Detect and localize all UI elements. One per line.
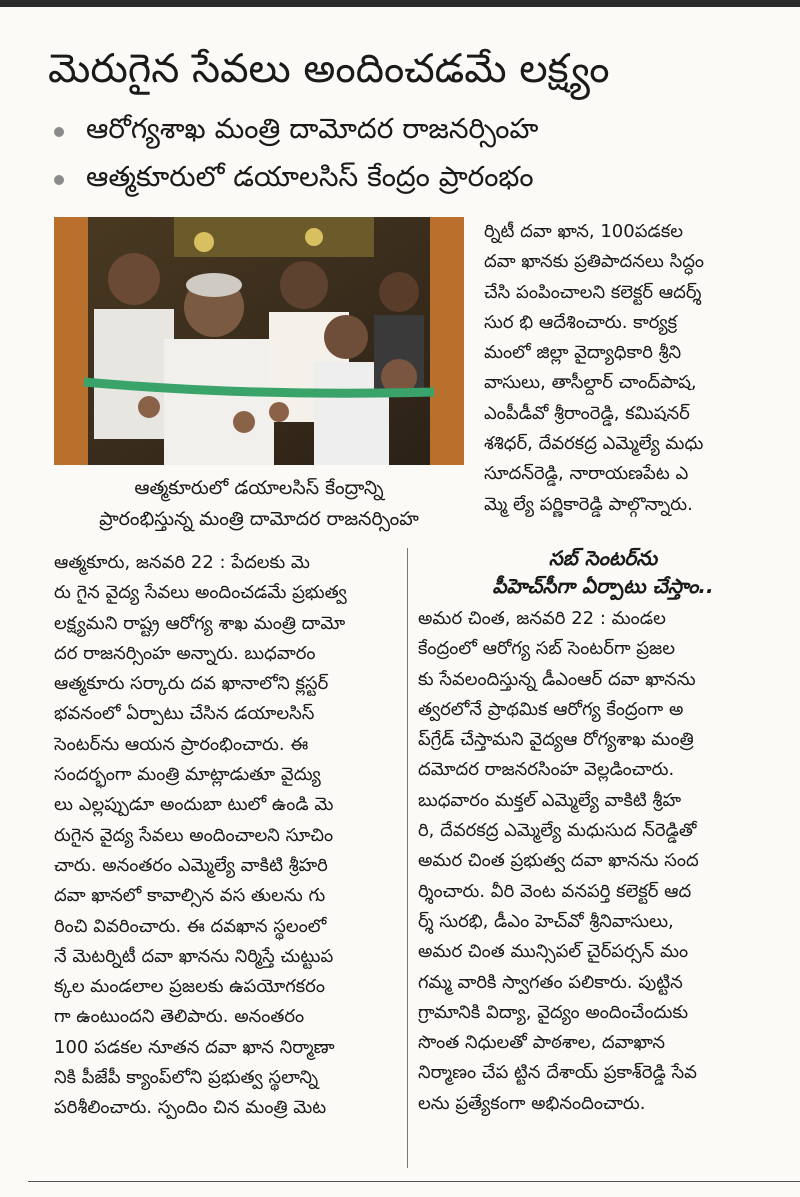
bullet-dot-icon	[54, 175, 64, 185]
bullet-item	[54, 108, 774, 156]
left-column-text	[54, 548, 397, 1124]
text-line: దవా ఖానకు ప్రతిపాదనలు సిద్ధం	[484, 251, 705, 273]
text-line: లను ప్రత్యేకంగా అభినందించారు.	[418, 1092, 646, 1114]
caption-line: ఆత్మకూరులో డయాలసిస్ కేంద్రాన్ని	[134, 477, 384, 499]
bullet-dot-icon	[54, 127, 64, 137]
news-photo	[54, 217, 464, 465]
text-line: 100 పడకల నూతన దవా ఖాన నిర్మాణా	[54, 1036, 335, 1058]
text-line: క్కల మండలాల ప్రజలకు ఉపయోగకరం	[54, 976, 325, 998]
bottom-rule	[28, 1181, 800, 1182]
subheading	[418, 544, 788, 600]
text-line: త్వరలోనే ప్రాథమిక ఆరోగ్య కేంద్రంగా అ	[418, 698, 684, 720]
text-line: ప్‌గ్రేడ్ చేస్తామని వైద్యఆ రోగ్యశాఖ మంత్రి	[418, 729, 694, 751]
caption-line: ప్రారంభిస్తున్న మంత్రి దామోదర రాజనర్సింహ	[99, 508, 419, 530]
text-line: చారు. అనంతరం ఎమ్మెల్యే వాకిటి శ్రీహరి	[54, 854, 328, 876]
text-line: అమర చింత, జనవరి 22 : మండల	[418, 608, 666, 629]
text-line: సూదన్‌రెడ్డి, నారాయణపేట ఎ	[484, 463, 689, 485]
text-line: దమోదర రాజనరసింహ వెల్లడించారు.	[418, 759, 675, 781]
top-rule	[0, 0, 800, 7]
text-line: సుర భి ఆదేశించారు. కార్యక్ర	[484, 311, 678, 333]
text-line: నికి పీజేపీ క్యాంప్‌లోని ప్రభుత్వ స్థలాన్ని	[54, 1067, 319, 1089]
text-line: వాసులు, తాసీల్దార్ చాంద్‌పాష,	[484, 372, 697, 394]
text-line: రుగైన వైద్య సేవలు అందించాలని సూచిం	[54, 824, 334, 846]
text-line: సొంత నిధులతో పాఠశాల, దవాఖాన	[418, 1032, 665, 1054]
highlight-bullets	[54, 108, 774, 204]
text-line: ర్శించారు. వీరి వెంట వనపర్తి కలెక్టర్ ఆద	[418, 880, 692, 902]
right-column-bottom-text	[418, 604, 788, 1119]
column-divider	[407, 548, 408, 1168]
right-column-top-text	[484, 217, 784, 520]
text-line: శశిధర్, దేవరకద్ర ఎమ్మెల్యే మధు	[484, 433, 704, 455]
photo-caption	[54, 473, 464, 535]
subheading-line: పీహెచ్‌సీగా ఏర్పాటు చేస్తాం..	[492, 574, 714, 598]
text-line: అమర చింత మున్సిపల్ చైర్‌పర్సన్ మం	[418, 941, 689, 963]
text-line: లక్ష్యమని రాష్ట్ర ఆరోగ్య శాఖ మంత్రి దామో	[54, 612, 346, 634]
text-line: నిర్మాణం చేప ట్టిన దేశాయ్ ప్రకాశ్‌రెడ్డి సేవ	[418, 1062, 697, 1084]
text-line: దర రాజనర్సింహ అన్నారు. బుధవారం	[54, 642, 316, 664]
text-line: రించి వివరించారు. ఈ దవఖాన స్థలంలో	[54, 915, 327, 937]
text-line: కు సేవలందిస్తున్న డీఎంఆర్ దవా ఖానను	[418, 668, 696, 690]
text-line: లు ఎల్లప్పుడూ అందుబా టులో ఉండి మె	[54, 794, 334, 816]
text-line: ఆత్మకూరు సర్కారు దవ ఖానాలోని క్లస్టర్	[54, 673, 329, 695]
bullet-item	[54, 156, 774, 204]
text-line: ఆత్మకూరు, జనవరి 22 : పేదలకు మె	[54, 552, 310, 573]
text-line: సెంటర్‌ను ఆయన ప్రారంభించారు. ఈ	[54, 733, 309, 755]
text-line: గ్రామానికి విద్యా, వైద్యం అందించేందుకు	[418, 1001, 689, 1023]
text-line: దవా ఖానలో కావాల్సిన వస తులను గు	[54, 885, 326, 907]
text-line: కేంద్రంలో ఆరోగ్య సబ్ సెంటర్‌గా ప్రజల	[418, 638, 675, 660]
text-line: అమర చింత ప్రభుత్వ దవా ఖానను సంద	[418, 850, 699, 872]
text-line: ర్నిటీ దవా ఖాన, 100పడకల	[484, 221, 683, 242]
text-line: ఎంపీడీవో శ్రీరాంరెడ్డి, కమిషనర్	[484, 402, 690, 424]
subheading-line: సబ్ సెంటర్‌ను	[548, 546, 658, 570]
text-line: నే మెటర్నిటీ దవా ఖానను నిర్మిస్తే చుట్టుప	[54, 945, 334, 967]
text-line: చేసి పంపించాలని కలెక్టర్ ఆదర్శ్	[484, 281, 702, 303]
text-line: గా ఉంటుందని తెలిపారు. అనంతరం	[54, 1006, 305, 1028]
text-line: సందర్భంగా మంత్రి మాట్లాడుతూ వైద్యు	[54, 764, 321, 786]
text-line: మ్మె ల్యే పర్ణికారెడ్డి పాల్గొన్నారు.	[484, 493, 693, 515]
text-line: బుధవారం మక్తల్ ఎమ్మెల్యే వాకిటి శ్రీహ	[418, 789, 682, 811]
text-line: రు గైన వైద్య సేవలు అందించడమే ప్రభుత్వ	[54, 582, 347, 604]
text-line: మంలో జిల్లా వైద్యాధికారి శ్రీని	[484, 342, 682, 364]
text-line: రి, దేవరకద్ర ఎమ్మెల్యే మధుసుద న్‌రెడ్డితో	[418, 820, 697, 842]
bullet-text: ఆత్మకూరులో డయాలసిస్ కేంద్రం ప్రారంభం	[86, 160, 534, 193]
text-line: భవనంలో ఏర్పాటు చేసిన డయాలసిస్	[54, 703, 315, 725]
ribbon-cutting-photo	[54, 217, 464, 465]
text-line: ర్శ్ సురభి, డీఎం హెచ్‌వో శ్రీనివాసులు,	[418, 910, 674, 932]
headline: మెరుగైన సేవలు అందించడమే లక్ష్యం	[48, 46, 610, 92]
text-line: గమ్మ వారికి స్వాగతం పలికారు. పుట్టిన	[418, 971, 683, 993]
text-line: పరిశీలించారు. స్పందిం చిన మంత్రి మెట	[54, 1097, 327, 1119]
bullet-text: ఆరోగ్యశాఖ మంత్రి దామోదర రాజనర్సింహ	[86, 112, 539, 145]
